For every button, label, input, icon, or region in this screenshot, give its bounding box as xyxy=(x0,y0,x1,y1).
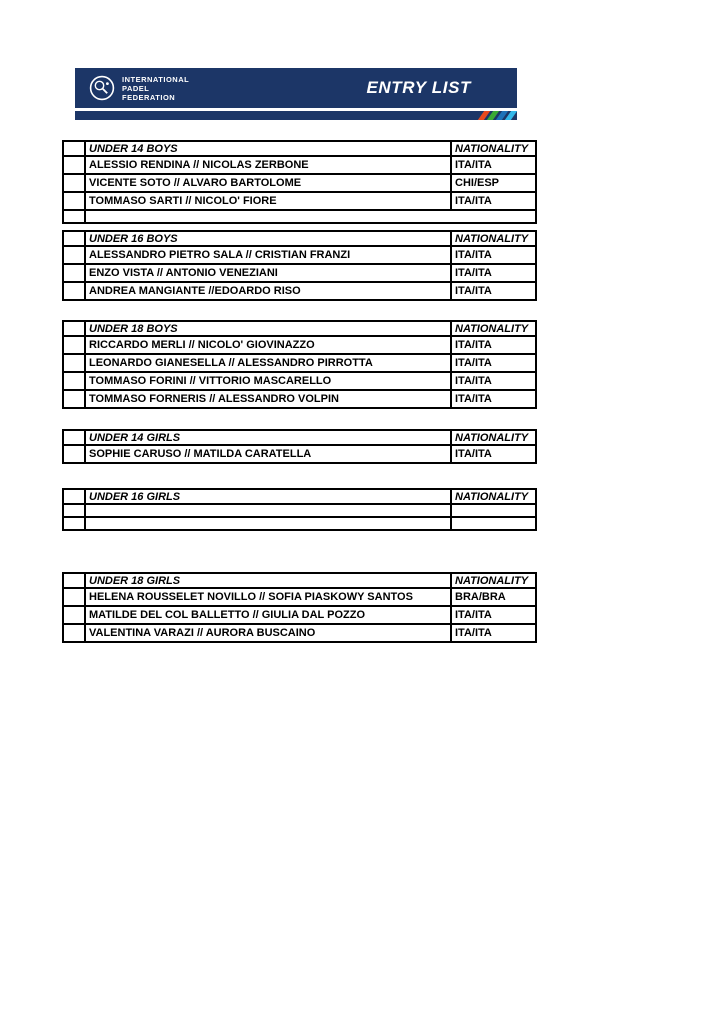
header-stub-spacer xyxy=(63,430,85,445)
nationality-cell: ITA/ITA xyxy=(451,156,536,174)
table-row xyxy=(63,282,536,300)
nationality-header-cell: NATIONALITY xyxy=(451,321,536,336)
player-names-cell: TOMMASO FORINI // VITTORIO MASCARELLO xyxy=(85,372,451,390)
nationality-cell: ITA/ITA xyxy=(451,372,536,390)
category-header-cell: UNDER 18 BOYS xyxy=(85,321,451,336)
header-stub-spacer xyxy=(63,141,85,156)
row-stub-cell xyxy=(63,156,85,174)
header-banner xyxy=(75,68,517,108)
ipf-logo-text xyxy=(122,75,189,102)
spacer-stub xyxy=(63,210,85,223)
spacer-cell xyxy=(85,210,536,223)
nationality-cell: ITA/ITA xyxy=(451,624,536,642)
nationality-header-cell: NATIONALITY xyxy=(451,141,536,156)
table-row xyxy=(63,372,536,390)
entry-list-content xyxy=(62,140,537,643)
row-stub-cell xyxy=(63,174,85,192)
table-header-row xyxy=(63,573,536,588)
nationality-cell xyxy=(451,504,536,517)
row-stub-cell xyxy=(63,192,85,210)
table-row xyxy=(63,624,536,642)
header-stub-spacer xyxy=(63,573,85,588)
table-row xyxy=(63,606,536,624)
header-stub-spacer xyxy=(63,489,85,504)
table-row xyxy=(63,390,536,408)
player-names-cell: VALENTINA VARAZI // AURORA BUSCAINO xyxy=(85,624,451,642)
table-header-row xyxy=(63,321,536,336)
row-stub-cell xyxy=(63,517,85,530)
table-row xyxy=(63,445,536,463)
entry-table-under-18-girls xyxy=(62,572,537,643)
player-names-cell: HELENA ROUSSELET NOVILLO // SOFIA PIASKOWY SANTOS xyxy=(85,588,451,606)
nationality-cell: ITA/ITA xyxy=(451,390,536,408)
table-header-row xyxy=(63,489,536,504)
ipf-logo-line-2: PADEL xyxy=(122,83,150,93)
player-names-cell: TOMMASO SARTI // NICOLO' FIORE xyxy=(85,192,451,210)
player-names-cell: SOPHIE CARUSO // MATILDA CARATELLA xyxy=(85,445,451,463)
table-row xyxy=(63,192,536,210)
row-stub-cell xyxy=(63,445,85,463)
table-row xyxy=(63,588,536,606)
player-names-cell: RICCARDO MERLI // NICOLO' GIOVINAZZO xyxy=(85,336,451,354)
player-names-cell xyxy=(85,517,451,530)
ipf-logo-line-3: FEDERATION xyxy=(122,92,176,102)
header-stub-spacer xyxy=(63,321,85,336)
entry-table-under-14-girls xyxy=(62,429,537,464)
nationality-cell: ITA/ITA xyxy=(451,264,536,282)
color-stripes xyxy=(481,111,514,120)
nationality-header-cell: NATIONALITY xyxy=(451,489,536,504)
nationality-cell: ITA/ITA xyxy=(451,246,536,264)
entry-table-under-16-girls xyxy=(62,488,537,531)
table-header-row xyxy=(63,231,536,246)
row-stub-cell xyxy=(63,504,85,517)
table-header-row xyxy=(63,430,536,445)
nationality-cell: ITA/ITA xyxy=(451,354,536,372)
entry-table-under-14-boys xyxy=(62,140,537,224)
entry-list-title: ENTRY LIST xyxy=(366,78,471,97)
row-stub-cell xyxy=(63,264,85,282)
player-names-cell: ALESSIO RENDINA // NICOLAS ZERBONE xyxy=(85,156,451,174)
nationality-cell: CHI/ESP xyxy=(451,174,536,192)
nationality-header-cell: NATIONALITY xyxy=(451,430,536,445)
player-names-cell: ANDREA MANGIANTE //EDOARDO RISO xyxy=(85,282,451,300)
ipf-logo xyxy=(89,75,189,102)
nationality-cell: ITA/ITA xyxy=(451,282,536,300)
category-header-cell: UNDER 18 GIRLS xyxy=(85,573,451,588)
category-header-cell: UNDER 14 BOYS xyxy=(85,141,451,156)
table-header-row xyxy=(63,141,536,156)
row-stub-cell xyxy=(63,282,85,300)
table-row xyxy=(63,517,536,530)
entry-table-under-18-boys xyxy=(62,320,537,409)
spacer-row xyxy=(63,210,536,223)
category-header-cell: UNDER 16 GIRLS xyxy=(85,489,451,504)
table-row xyxy=(63,264,536,282)
nationality-cell: BRA/BRA xyxy=(451,588,536,606)
category-header-cell: UNDER 16 BOYS xyxy=(85,231,451,246)
table-row xyxy=(63,354,536,372)
player-names-cell: LEONARDO GIANESELLA // ALESSANDRO PIRROTTA xyxy=(85,354,451,372)
nationality-cell xyxy=(451,517,536,530)
entry-table-under-16-boys xyxy=(62,230,537,301)
ipf-logo-icon xyxy=(89,75,115,101)
header-stub-spacer xyxy=(63,231,85,246)
table-row xyxy=(63,246,536,264)
player-names-cell: TOMMASO FORNERIS // ALESSANDRO VOLPIN xyxy=(85,390,451,408)
row-stub-cell xyxy=(63,390,85,408)
nationality-header-cell: NATIONALITY xyxy=(451,231,536,246)
player-names-cell: ENZO VISTA // ANTONIO VENEZIANI xyxy=(85,264,451,282)
table-row xyxy=(63,156,536,174)
row-stub-cell xyxy=(63,372,85,390)
player-names-cell: ALESSANDRO PIETRO SALA // CRISTIAN FRANZI xyxy=(85,246,451,264)
nationality-cell: ITA/ITA xyxy=(451,606,536,624)
row-stub-cell xyxy=(63,336,85,354)
player-names-cell: MATILDE DEL COL BALLETTO // GIULIA DAL POZZO xyxy=(85,606,451,624)
nationality-header-cell: NATIONALITY xyxy=(451,573,536,588)
player-names-cell: VICENTE SOTO // ALVARO BARTOLOME xyxy=(85,174,451,192)
table-row xyxy=(63,336,536,354)
nationality-cell: ITA/ITA xyxy=(451,445,536,463)
nationality-cell: ITA/ITA xyxy=(451,192,536,210)
row-stub-cell xyxy=(63,354,85,372)
player-names-cell xyxy=(85,504,451,517)
ipf-logo-line-1: INTERNATIONAL xyxy=(122,74,190,84)
table-row xyxy=(63,174,536,192)
nationality-cell: ITA/ITA xyxy=(451,336,536,354)
table-row xyxy=(63,504,536,517)
row-stub-cell xyxy=(63,606,85,624)
banner-bottom-band xyxy=(75,111,517,120)
row-stub-cell xyxy=(63,624,85,642)
category-header-cell: UNDER 14 GIRLS xyxy=(85,430,451,445)
row-stub-cell xyxy=(63,588,85,606)
row-stub-cell xyxy=(63,246,85,264)
